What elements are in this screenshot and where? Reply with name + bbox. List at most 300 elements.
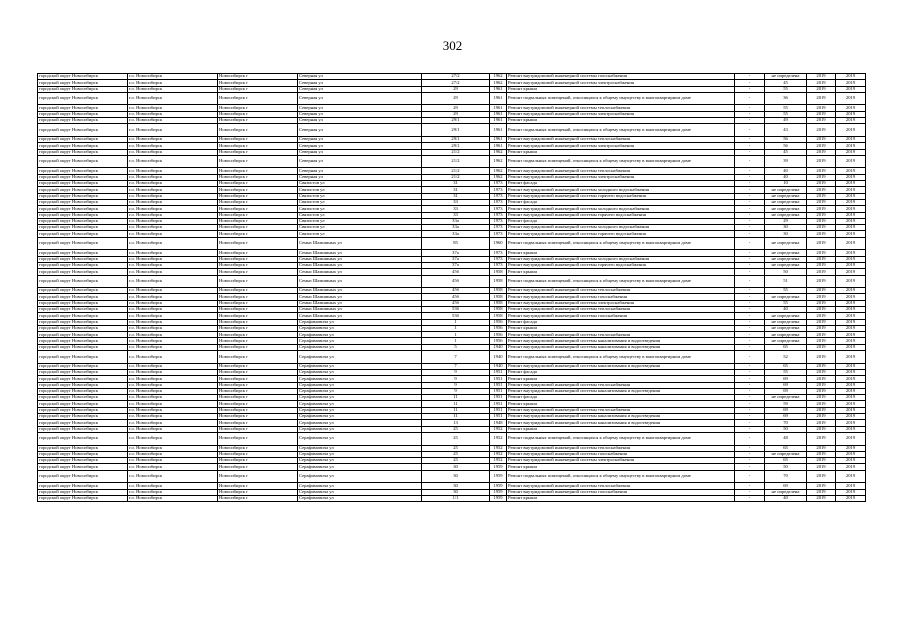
cell-settlement: Новосибирск г [218, 181, 298, 187]
cell-gorod: г.о. Новосибирск [128, 395, 218, 401]
cell-year-start: 2019 [807, 225, 836, 231]
cell-okrug: городской округ Новосибирск [38, 426, 128, 432]
cell-work-type: Ремонт фасада [507, 369, 735, 375]
cell-cost: 50 [765, 464, 807, 470]
cell-house: 45б [422, 288, 490, 294]
cell-year-end: 2019 [836, 74, 866, 80]
cell-dash: - [735, 414, 765, 420]
cell-settlement: Новосибирск г [218, 351, 298, 364]
cell-dash: - [735, 351, 765, 364]
cell-dash: - [735, 376, 765, 382]
cell-street: Семьи Шамшиных ул [298, 306, 422, 312]
cell-cost: 65 [765, 363, 807, 369]
cell-dash: - [735, 344, 765, 350]
cell-cost: не определена [765, 338, 807, 344]
cell-okrug: городской округ Новосибирск [38, 344, 128, 350]
cell-work-type: Ремонт крыши [507, 495, 735, 501]
cell-house: 21/2 [422, 168, 490, 174]
cell-year-end: 2019 [836, 225, 866, 231]
cell-year: 1962 [490, 80, 507, 86]
cell-gorod: г.о. Новосибирск [128, 218, 218, 224]
cell-dash: - [735, 86, 765, 92]
cell-year-start: 2019 [807, 369, 836, 375]
cell-year: 1973 [490, 225, 507, 231]
cell-cost: не определена [765, 237, 807, 250]
cell-house: 29 [422, 105, 490, 111]
cell-year: 1962 [490, 174, 507, 180]
cell-house: 9 [422, 376, 490, 382]
cell-year-start: 2019 [807, 105, 836, 111]
cell-year: 1958 [490, 294, 507, 300]
cell-year: 1956 [490, 332, 507, 338]
cell-cost: не определена [765, 262, 807, 268]
cell-cost: 45 [765, 80, 807, 86]
cell-okrug: городской округ Новосибирск [38, 105, 128, 111]
cell-year-end: 2019 [836, 338, 866, 344]
table-row [38, 495, 866, 501]
cell-dash: - [735, 168, 765, 174]
cell-work-type: Ремонт фасада [507, 395, 735, 401]
cell-year-end: 2019 [836, 395, 866, 401]
cell-gorod: г.о. Новосибирск [128, 388, 218, 394]
cell-cost: 48 [765, 432, 807, 445]
cell-cost: 40 [765, 495, 807, 501]
cell-gorod: г.о. Новосибирск [128, 237, 218, 250]
cell-dash: - [735, 105, 765, 111]
cell-house: 7 [422, 351, 490, 364]
cell-dash: - [735, 451, 765, 457]
cell-settlement: Новосибирск г [218, 395, 298, 401]
cell-settlement: Новосибирск г [218, 363, 298, 369]
cell-street: Серафимовича ул [298, 382, 422, 388]
cell-cost: 30 [765, 231, 807, 237]
cell-year-start: 2019 [807, 288, 836, 294]
cell-settlement: Новосибирск г [218, 483, 298, 489]
cell-house: 21/2 [422, 174, 490, 180]
cell-year: 1960 [490, 237, 507, 250]
cell-cost: 51 [765, 275, 807, 288]
cell-okrug: городской округ Новосибирск [38, 212, 128, 218]
cell-dash: - [735, 149, 765, 155]
cell-settlement: Новосибирск г [218, 187, 298, 193]
cell-gorod: г.о. Новосибирск [128, 338, 218, 344]
cell-work-type: Ремонт подвальных помещений, относящихся к общему имуществу в многоквартирном доме [507, 275, 735, 288]
cell-dash: - [735, 395, 765, 401]
cell-work-type: Ремонт фасада [507, 319, 735, 325]
cell-year: 1951 [490, 401, 507, 407]
cell-year-start: 2019 [807, 426, 836, 432]
cell-cost: 56 [765, 143, 807, 149]
cell-cost: не определена [765, 319, 807, 325]
cell-street: Серафимовича ул [298, 401, 422, 407]
cell-okrug: городской округ Новосибирск [38, 124, 128, 137]
cell-year-end: 2019 [836, 231, 866, 237]
cell-cost: 49 [765, 118, 807, 124]
cell-cost: 69 [765, 483, 807, 489]
cell-work-type: Ремонт крыши [507, 376, 735, 382]
cell-house: 1 [422, 338, 490, 344]
cell-house: 29/1 [422, 143, 490, 149]
cell-work-type: Ремонт внутридомовой инженерной системы канализования и водоотведения [507, 363, 735, 369]
cell-dash: - [735, 294, 765, 300]
table-row [38, 351, 866, 364]
cell-year-end: 2019 [836, 313, 866, 319]
cell-settlement: Новосибирск г [218, 86, 298, 92]
cell-dash: - [735, 136, 765, 142]
cell-cost: не определена [765, 451, 807, 457]
cell-settlement: Новосибирск г [218, 319, 298, 325]
cell-gorod: г.о. Новосибирск [128, 306, 218, 312]
cell-year: 1973 [490, 181, 507, 187]
cell-cost: 55 [765, 111, 807, 117]
cell-settlement: Новосибирск г [218, 332, 298, 338]
cell-house: 29 [422, 92, 490, 105]
cell-work-type: Ремонт внутридомовой инженерной системы горячего водоснабжения [507, 262, 735, 268]
cell-settlement: Новосибирск г [218, 269, 298, 275]
cell-work-type: Ремонт фасада [507, 181, 735, 187]
cell-gorod: г.о. Новосибирск [128, 363, 218, 369]
cell-okrug: городской округ Новосибирск [38, 489, 128, 495]
cell-cost: 29 [765, 218, 807, 224]
cell-gorod: г.о. Новосибирск [128, 332, 218, 338]
cell-year-start: 2019 [807, 118, 836, 124]
cell-year: 1961 [490, 105, 507, 111]
cell-okrug: городской округ Новосибирск [38, 288, 128, 294]
cell-cost: 69 [765, 382, 807, 388]
cell-okrug: городской округ Новосибирск [38, 351, 128, 364]
cell-street: Семьи Шамшиных ул [298, 294, 422, 300]
cell-gorod: г.о. Новосибирск [128, 325, 218, 331]
cell-year-end: 2019 [836, 168, 866, 174]
cell-work-type: Ремонт внутридомовой инженерной системы газоснабжения [507, 74, 735, 80]
cell-year-end: 2019 [836, 111, 866, 117]
cell-house: 37а [422, 250, 490, 256]
cell-street: Северная ул [298, 111, 422, 117]
cell-year: 1952 [490, 426, 507, 432]
cell-dash: - [735, 401, 765, 407]
cell-settlement: Новосибирск г [218, 432, 298, 445]
cell-house: 45б [422, 300, 490, 306]
cell-year: 1952 [490, 432, 507, 445]
cell-year-start: 2019 [807, 458, 836, 464]
cell-street: Северная ул [298, 174, 422, 180]
cell-okrug: городской округ Новосибирск [38, 464, 128, 470]
cell-okrug: городской округ Новосибирск [38, 218, 128, 224]
cell-okrug: городской округ Новосибирск [38, 306, 128, 312]
cell-work-type: Ремонт внутридомовой инженерной системы теплоснабжения [507, 382, 735, 388]
cell-year: 1961 [490, 118, 507, 124]
cell-street: Связистов ул [298, 199, 422, 205]
cell-dash: - [735, 92, 765, 105]
cell-house: 27/2 [422, 74, 490, 80]
cell-year-end: 2019 [836, 414, 866, 420]
cell-okrug: городской округ Новосибирск [38, 237, 128, 250]
cell-settlement: Новосибирск г [218, 237, 298, 250]
cell-gorod: г.о. Новосибирск [128, 250, 218, 256]
cell-street: Северная ул [298, 105, 422, 111]
cell-work-type: Ремонт фасада [507, 199, 735, 205]
cell-year-start: 2019 [807, 407, 836, 413]
cell-okrug: городской округ Новосибирск [38, 269, 128, 275]
cell-cost: 56 [765, 136, 807, 142]
cell-year: 1973 [490, 256, 507, 262]
cell-work-type: Ремонт внутридомовой инженерной системы горячего водоснабжения [507, 231, 735, 237]
cell-year-start: 2019 [807, 149, 836, 155]
cell-year: 1973 [490, 231, 507, 237]
cell-cost: 55 [765, 300, 807, 306]
cell-year-start: 2019 [807, 269, 836, 275]
cell-cost: не определена [765, 332, 807, 338]
cell-okrug: городской округ Новосибирск [38, 74, 128, 80]
cell-street: Северная ул [298, 143, 422, 149]
cell-okrug: городской округ Новосибирск [38, 86, 128, 92]
cell-okrug: городской округ Новосибирск [38, 432, 128, 445]
cell-street: Семьи Шамшиных ул [298, 300, 422, 306]
cell-gorod: г.о. Новосибирск [128, 225, 218, 231]
cell-year-end: 2019 [836, 451, 866, 457]
cell-house: 37а [422, 262, 490, 268]
cell-year-end: 2019 [836, 351, 866, 364]
cell-year-end: 2019 [836, 300, 866, 306]
cell-gorod: г.о. Новосибирск [128, 187, 218, 193]
cell-work-type: Ремонт внутридомовой инженерной системы газоснабжения [507, 294, 735, 300]
cell-work-type: Ремонт внутридомовой инженерной системы теплоснабжения [507, 407, 735, 413]
cell-okrug: городской округ Новосибирск [38, 388, 128, 394]
cell-year: 1958 [490, 288, 507, 294]
cell-okrug: городской округ Новосибирск [38, 206, 128, 212]
cell-street: Серафимовича ул [298, 376, 422, 382]
cell-settlement: Новосибирск г [218, 325, 298, 331]
cell-okrug: городской округ Новосибирск [38, 294, 128, 300]
cell-settlement: Новосибирск г [218, 168, 298, 174]
cell-house: 29/1 [422, 136, 490, 142]
cell-work-type: Ремонт внутридомовой инженерной системы теплоснабжения [507, 445, 735, 451]
cell-street: Серафимовича ул [298, 414, 422, 420]
cell-work-type: Ремонт внутридомовой инженерной системы канализования и водоотведения [507, 344, 735, 350]
cell-gorod: г.о. Новосибирск [128, 489, 218, 495]
cell-cost: не определена [765, 187, 807, 193]
cell-year-end: 2019 [836, 187, 866, 193]
cell-street: Связистов ул [298, 181, 422, 187]
cell-year-start: 2019 [807, 250, 836, 256]
cell-year-end: 2019 [836, 136, 866, 142]
cell-okrug: городской округ Новосибирск [38, 451, 128, 457]
cell-year: 1956 [490, 325, 507, 331]
cell-street: Серафимовича ул [298, 464, 422, 470]
cell-year-end: 2019 [836, 80, 866, 86]
cell-year-start: 2019 [807, 168, 836, 174]
cell-cost: не определена [765, 250, 807, 256]
cell-cost: 40 [765, 306, 807, 312]
cell-settlement: Новосибирск г [218, 344, 298, 350]
cell-dash: - [735, 187, 765, 193]
cell-year: 1973 [490, 212, 507, 218]
cell-gorod: г.о. Новосибирск [128, 118, 218, 124]
cell-gorod: г.о. Новосибирск [128, 193, 218, 199]
cell-year-start: 2019 [807, 155, 836, 168]
cell-cost: не определена [765, 193, 807, 199]
cell-okrug: городской округ Новосибирск [38, 231, 128, 237]
cell-okrug: городской округ Новосибирск [38, 225, 128, 231]
cell-settlement: Новосибирск г [218, 105, 298, 111]
cell-work-type: Ремонт внутридомовой инженерной системы электроснабжения [507, 300, 735, 306]
cell-street: Северная ул [298, 118, 422, 124]
cell-year: 1962 [490, 74, 507, 80]
cell-cost: 55 [765, 288, 807, 294]
cell-dash: - [735, 420, 765, 426]
cell-house: 1 [422, 319, 490, 325]
cell-street: Серафимовича ул [298, 325, 422, 331]
cell-house: 29/1 [422, 118, 490, 124]
cell-work-type: Ремонт внутридомовой инженерной системы электроснабжения [507, 80, 735, 86]
cell-dash: - [735, 483, 765, 489]
cell-year: 1951 [490, 388, 507, 394]
cell-cost: 10 [765, 181, 807, 187]
cell-okrug: городской округ Новосибирск [38, 332, 128, 338]
cell-year: 1951 [490, 395, 507, 401]
cell-house: 30 [422, 489, 490, 495]
cell-okrug: городской округ Новосибирск [38, 369, 128, 375]
cell-year-end: 2019 [836, 382, 866, 388]
cell-gorod: г.о. Новосибирск [128, 92, 218, 105]
cell-dash: - [735, 363, 765, 369]
cell-year: 1948 [490, 420, 507, 426]
cell-street: Связистов ул [298, 212, 422, 218]
cell-settlement: Новосибирск г [218, 414, 298, 420]
cell-work-type: Ремонт внутридомовой инженерной системы канализования и водоотведения [507, 414, 735, 420]
cell-okrug: городской округ Новосибирск [38, 174, 128, 180]
cell-year-start: 2019 [807, 382, 836, 388]
cell-year: 1951 [490, 369, 507, 375]
cell-year-start: 2019 [807, 212, 836, 218]
cell-gorod: г.о. Новосибирск [128, 376, 218, 382]
cell-settlement: Новосибирск г [218, 458, 298, 464]
cell-okrug: городской округ Новосибирск [38, 382, 128, 388]
cell-year: 1956 [490, 319, 507, 325]
cell-year: 1959 [490, 464, 507, 470]
cell-year-end: 2019 [836, 155, 866, 168]
cell-house: 9 [422, 382, 490, 388]
cell-street: Серафимовича ул [298, 332, 422, 338]
cell-settlement: Новосибирск г [218, 388, 298, 394]
cell-cost: 36 [765, 92, 807, 105]
cell-okrug: городской округ Новосибирск [38, 275, 128, 288]
cell-work-type: Ремонт подвальных помещений, относящихся к общему имуществу в многоквартирном доме [507, 470, 735, 483]
cell-okrug: городской округ Новосибирск [38, 313, 128, 319]
cell-dash: - [735, 269, 765, 275]
cell-year-end: 2019 [836, 489, 866, 495]
cell-settlement: Новосибирск г [218, 193, 298, 199]
cell-work-type: Ремонт крыши [507, 149, 735, 155]
cell-dash: - [735, 319, 765, 325]
cell-year: 1961 [490, 124, 507, 137]
cell-year-end: 2019 [836, 464, 866, 470]
cell-house: 11 [422, 395, 490, 401]
cell-settlement: Новосибирск г [218, 155, 298, 168]
cell-gorod: г.о. Новосибирск [128, 470, 218, 483]
cell-year-end: 2019 [836, 420, 866, 426]
cell-okrug: городской округ Новосибирск [38, 483, 128, 489]
cell-okrug: городской округ Новосибирск [38, 262, 128, 268]
cell-dash: - [735, 369, 765, 375]
cell-year-start: 2019 [807, 174, 836, 180]
cell-work-type: Ремонт внутридомовой инженерной системы теплоснабжения [507, 105, 735, 111]
table-row [38, 432, 866, 445]
cell-work-type: Ремонт подвальных помещений, относящихся к общему имуществу в многоквартирном доме [507, 92, 735, 105]
cell-settlement: Новосибирск г [218, 206, 298, 212]
cell-dash: - [735, 407, 765, 413]
cell-year-start: 2019 [807, 306, 836, 312]
cell-year-start: 2019 [807, 218, 836, 224]
cell-year-start: 2019 [807, 124, 836, 137]
cell-year: 1961 [490, 143, 507, 149]
cell-gorod: г.о. Новосибирск [128, 426, 218, 432]
cell-dash: - [735, 445, 765, 451]
cell-street: Серафимовича ул [298, 445, 422, 451]
cell-year-end: 2019 [836, 92, 866, 105]
cell-settlement: Новосибирск г [218, 174, 298, 180]
cell-house: 25 [422, 451, 490, 457]
cell-cost: 45 [765, 149, 807, 155]
cell-settlement: Новосибирск г [218, 124, 298, 137]
cell-year-start: 2019 [807, 80, 836, 86]
cell-house: 21/2 [422, 155, 490, 168]
cell-cost: не определена [765, 313, 807, 319]
cell-street: Связистов ул [298, 206, 422, 212]
cell-year-start: 2019 [807, 445, 836, 451]
cell-year-end: 2019 [836, 426, 866, 432]
cell-cost: не определена [765, 489, 807, 495]
cell-house: 45б [422, 294, 490, 300]
cell-cost: 70 [765, 420, 807, 426]
cell-year: 1961 [490, 136, 507, 142]
cell-year-start: 2019 [807, 206, 836, 212]
cell-settlement: Новосибирск г [218, 382, 298, 388]
cell-settlement: Новосибирск г [218, 118, 298, 124]
cell-year-end: 2019 [836, 458, 866, 464]
cell-cost: 40 [765, 168, 807, 174]
cell-dash: - [735, 206, 765, 212]
cell-settlement: Новосибирск г [218, 111, 298, 117]
cell-year-end: 2019 [836, 332, 866, 338]
cell-cost: не определена [765, 206, 807, 212]
cell-gorod: г.о. Новосибирск [128, 414, 218, 420]
cell-year: 1961 [490, 86, 507, 92]
cell-dash: - [735, 338, 765, 344]
cell-street: Северная ул [298, 124, 422, 137]
cell-settlement: Новосибирск г [218, 313, 298, 319]
cell-gorod: г.о. Новосибирск [128, 155, 218, 168]
cell-year-end: 2019 [836, 218, 866, 224]
cell-work-type: Ремонт внутридомовой инженерной системы канализования и водоотведения [507, 420, 735, 426]
cell-year: 1973 [490, 187, 507, 193]
cell-work-type: Ремонт внутридомовой инженерной системы газоснабжения [507, 489, 735, 495]
cell-year-start: 2019 [807, 420, 836, 426]
cell-gorod: г.о. Новосибирск [128, 495, 218, 501]
cell-work-type: Ремонт внутридомовой инженерной системы газоснабжения [507, 451, 735, 457]
cell-cost: 39 [765, 155, 807, 168]
cell-year-start: 2019 [807, 376, 836, 382]
cell-work-type: Ремонт внутридомовой инженерной системы теплоснабжения [507, 306, 735, 312]
cell-settlement: Новосибирск г [218, 136, 298, 142]
cell-gorod: г.о. Новосибирск [128, 351, 218, 364]
cell-cost: 30 [765, 225, 807, 231]
cell-street: Серафимовича ул [298, 363, 422, 369]
cell-street: Семьи Шамшиных ул [298, 262, 422, 268]
cell-gorod: г.о. Новосибирск [128, 445, 218, 451]
cell-year-start: 2019 [807, 395, 836, 401]
cell-settlement: Новосибирск г [218, 300, 298, 306]
